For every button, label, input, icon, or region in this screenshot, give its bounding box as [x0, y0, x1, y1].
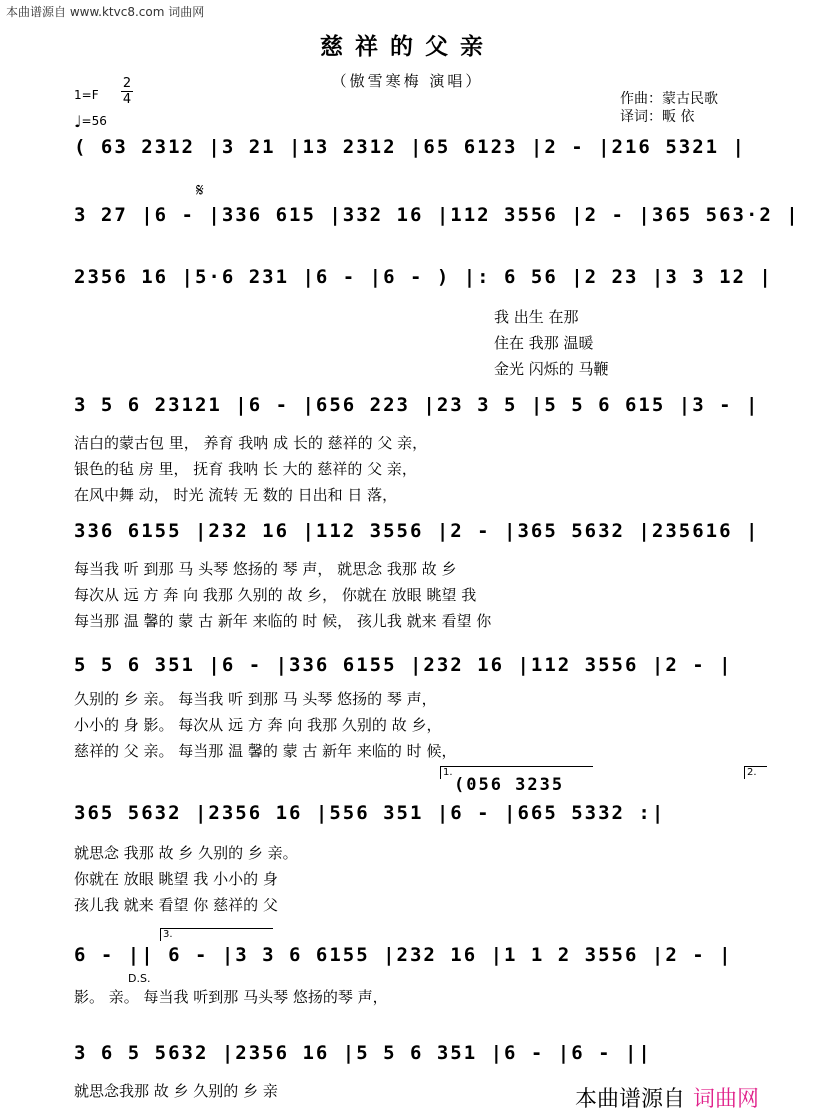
source-watermark: 本曲谱源自 www.ktvc8.com 词曲网 [6, 5, 205, 19]
time-sig-top: 2 [122, 76, 132, 91]
brand-text-a: 本曲谱源自 [575, 1087, 686, 1112]
lyric-line-3: 每当那 温 馨的 蒙 古 新年 来临的 时 候， 孩儿我 就来 看望 你 [74, 612, 492, 630]
lyricist-credit: 译词：畈 依 [620, 109, 695, 125]
lyric-line-1: 就思念我那 故 乡 久别的 乡 亲 [74, 1082, 278, 1100]
score-system-6 [74, 650, 746, 760]
volta-third-ending: 3. [160, 928, 273, 941]
lyric-line-2: 住在 我那 温暖 [494, 334, 594, 352]
score-system-2 [74, 200, 800, 240]
lyric-line-1: 洁白的蒙古包 里， 养育 我呐 成 长的 慈祥的 父 亲， [74, 434, 428, 452]
lyric-line-3: 孩儿我 就来 看望 你 慈祥的 父 [74, 896, 278, 914]
upper-voice [74, 770, 746, 800]
score-system-4 [74, 390, 760, 504]
song-title: 慈祥的父亲 [320, 33, 495, 60]
notation-line: 6 - || 6 - |3 3 6 6155 |232 16 |1 1 2 3556 |2 - | [74, 944, 733, 966]
lyric-line-1: 久别的 乡 亲。 每当我 听 到那 马 头琴 悠扬的 琴 声， [74, 690, 437, 708]
lyric-line-2: 每次从 远 方 奔 向 我那 久别的 故 乡， 你就在 放眼 眺望 我 [74, 586, 477, 604]
volta-first-ending: 1. [440, 766, 593, 779]
lyric-line-1: 我 出生 在那 [494, 308, 579, 326]
notation-line: 3 5 6 23121 |6 - |656 223 |23 3 5 |5 5 6 615 |3 - | [74, 394, 760, 416]
lyric-line-3: 在风中舞 动， 时光 流转 无 数的 日出和 日 落， [74, 486, 398, 504]
quarter-note-icon: ♩ [74, 112, 82, 131]
segno-icon: 𝄋 [196, 180, 204, 201]
notation-line: ( 63 2312 |3 21 |13 2312 |65 6123 |2 - |216 5321 | [74, 136, 746, 158]
score-system-1 [74, 132, 746, 172]
lyric-line-2: 你就在 放眼 眺望 我 小小的 身 [74, 870, 278, 888]
brand-text-b: 词曲网 [693, 1087, 760, 1112]
time-signature [120, 76, 134, 107]
lyric-line-3: 金光 闪烁的 马鞭 [494, 360, 609, 378]
time-sig-bottom: 4 [122, 92, 132, 107]
notation-line: 3 6 5 5632 |2356 16 |5 5 6 351 |6 - |6 - || [74, 1042, 652, 1064]
notation-line: 336 6155 |232 16 |112 3556 |2 - |365 5632 |235616 | [74, 520, 760, 542]
notation-line: 5 5 6 351 |6 - |336 6155 |232 16 |112 3556 |2 - | [74, 654, 733, 676]
notation-line: 365 5632 |2356 16 |556 351 |6 - |665 5332 :| [74, 802, 666, 824]
footer-brand [575, 1082, 759, 1113]
tempo-marking [74, 112, 107, 131]
da-segno-marking: D.S. [128, 972, 151, 985]
lyric-line-2: 小小的 身 影。 每次从 远 方 奔 向 我那 久别的 故 乡， [74, 716, 442, 734]
upper-notation: (056 3235 [454, 775, 565, 795]
score-system-5 [74, 516, 760, 630]
composer-credit: 作曲：蒙古民歌 [620, 91, 718, 107]
performer-subtitle: （傲雪寒梅 演唱） [331, 72, 484, 90]
lyric-line-1: 每当我 听 到那 马 头琴 悠扬的 琴 声， 就思念 我那 故 乡 [74, 560, 457, 578]
lyric-line-1: 影。 亲。 每当我 听到那 马头琴 悠扬的琴 声， [74, 988, 388, 1006]
score-system-8 [74, 940, 746, 1006]
notation-line: 2356 16 |5·6 231 |6 - |6 - ) |: 6 56 |2 23 |3 3 12 | [74, 266, 773, 288]
notation-line: 3 27 |6 - |336 615 |332 16 |112 3556 |2 - |365 563·2 | [74, 204, 800, 226]
score-system-3 [74, 262, 773, 378]
score-system-7 [74, 798, 746, 914]
lyric-line-1: 就思念 我那 故 乡 久别的 乡 亲。 [74, 844, 298, 862]
volta-second-ending: 2. [744, 766, 767, 779]
tempo-value: =56 [81, 114, 107, 128]
lyric-line-3: 慈祥的 父 亲。 每当那 温 馨的 蒙 古 新年 来临的 时 候， [74, 742, 457, 760]
key-signature: 1=F [74, 88, 99, 102]
lyric-line-2: 银色的毡 房 里， 抚育 我呐 长 大的 慈祥的 父 亲， [74, 460, 417, 478]
